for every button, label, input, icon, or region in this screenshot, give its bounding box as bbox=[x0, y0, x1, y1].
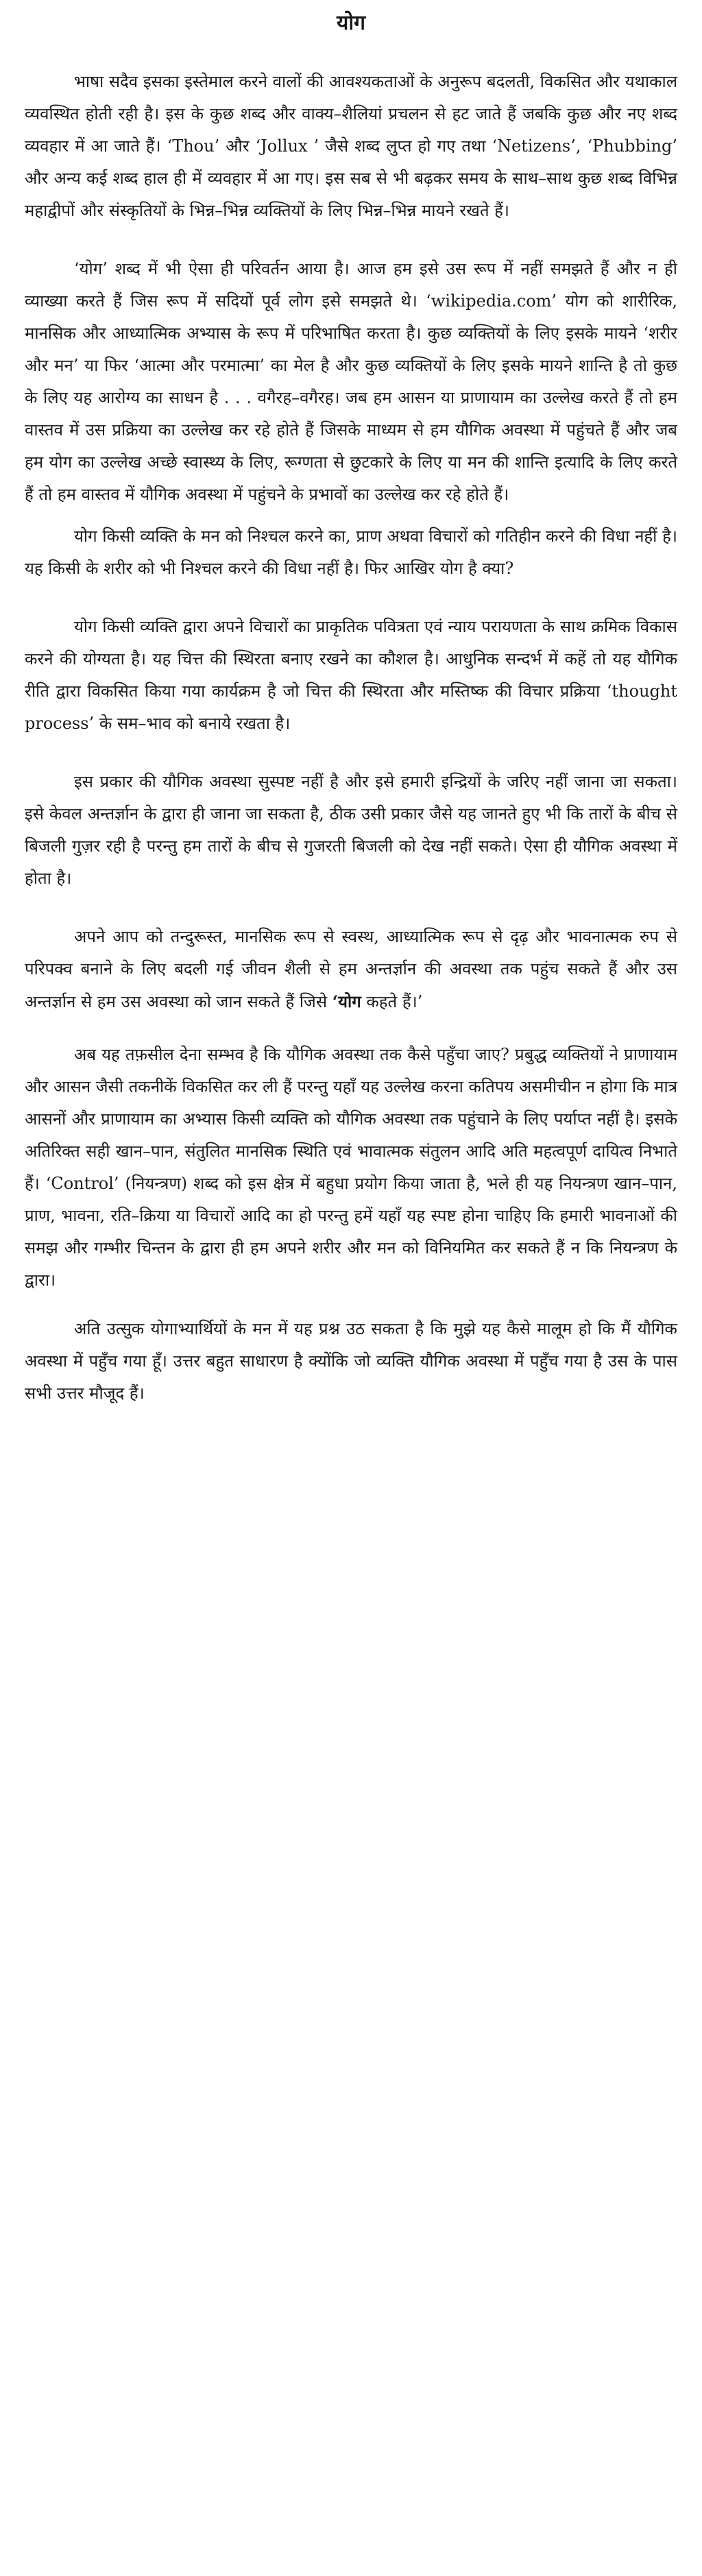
paragraph-how-to-reach: अब यह तफ़सील देना सम्भव है कि यौगिक अवस्था तक कैसे पहुँचा जाए? प्रबुद्ध व्यक्तियों ने प्राणायाम और आसन जैसी तकनीकें विकसित कर ली हैं परन्तु यहाँ यह उल्लेख करना कतिपय असमीचीन न होगा कि मात्र आसनों और प्राणायाम का अभ्यास किसी व्यक्ति को यौगिक अवस्था तक पहुंचाने के लिए पर्याप्त नहीं है। इसके अतिरिक्त सही खान–पान, संतुलित मानसिक स्थिति एवं भावात्मक संतुलन आदि अति महत्वपूर्ण दायित्व निभाते हैं। ‘Control’ (नियन्त्रण) शब्द को इस क्षेत्र में बहुधा प्रयोग किया जाता है, भले ही यह नियन्त्रण खान–पान, प्राण, भावना, रति–क्रिया या विचारों आदि का हो परन्तु हमें यहाँ यह स्पष्ट होना चाहिए कि हमारी भावनाओं की समझ और गम्भीर चिन्तन के द्वारा ही हम अपने शरीर और मन को विनियमित कर सकते हैं न कि नियन्त्रण के द्वारा। bbox=[25, 1045, 677, 1290]
paragraph-lifestyle bbox=[25, 921, 677, 1018]
paragraph-lifestyle-text: अपने आप को तन्दुरूस्त, मानसिक रूप से स्वस्थ, आध्यात्मिक रूप से दृढ़ और भावनात्मक रुप से परिपक्व बनाने के लिए बदली गई जीवन शैली से हम अन्तर्ज्ञान की अवस्था तक पहुंच सकते हैं और उस अन्तर्ज्ञान से हम उस अवस्था को जान सकते हैं जिसे bbox=[25, 927, 677, 1011]
paragraph-yoga-meaning: ‘योग’ शब्द में भी ऐसा ही परिवर्तन आया है। आज हम इसे उस रूप में नहीं समझते हैं और न ही व्याख्या करते हैं जिस रूप में सदियों पूर्व लोग इसे समझते थे। ‘wikipedia.com’ योग को शारीरिक, मानसिक और आध्यात्मिक अभ्यास के रूप में परिभाषित करता है। कुछ व्यक्तियों के लिए इसके मायने ‘शरीर और मन’ या फिर ‘आत्मा और परमात्मा’ का मेल है और कुछ व्यक्तियों के लिए इसके मायने शान्ति है तो कुछ के लिए यह आरोग्य का साधन है . . . वगैरह–वगैरह। जब हम आसन या प्राणायाम का उल्लेख करते हैं तो हम वास्तव में उस प्रक्रिया का उल्लेख कर रहे होते हैं जिसके माध्यम से हम यौगिक अवस्था में पहुंचते हैं और जब हम योग का उल्लेख अच्छे स्वास्थ्य के लिए, रूग्णता से छुटकारे के लिए या मन की शान्ति इत्यादि के लिए करते हैं तो हम वास्तव में यौगिक अवस्था में पहुंचने के प्रभावों का उल्लेख कर रहे होते हैं। bbox=[25, 259, 677, 504]
paragraph-final-question: अति उत्सुक योगाभ्यार्थियों के मन में यह प्रश्न उठ सकता है कि मुझे यह कैसे मालूम हो कि मैं यौगिक अवस्था में पहुँच गया हूँ। उत्तर बहुत साधारण है क्योंकि जो व्यक्ति यौगिक अवस्था में पहुँच गया है उस के पास सभी उत्तर मौजूद हैं। bbox=[25, 1319, 677, 1403]
yoga-term-bold: ‘योग bbox=[332, 991, 361, 1011]
document-title: योग bbox=[336, 11, 366, 35]
paragraph-what-is-yoga-question: योग किसी व्यक्ति के मन को निश्चल करने का, प्राण अथवा विचारों को गतिहीन करने की विधा नहीं है। यह किसी के शरीर को भी निश्चल करने की विधा नहीं है। फिर आखिर योग है क्या? bbox=[25, 527, 677, 578]
paragraph-yoga-definition: योग किसी व्यक्ति द्वारा अपने विचारों का प्राकृतिक पवित्रता एवं न्याय परायणता के साथ क्रमिक विकास करने की योग्यता है। यह चित्त की स्थिरता बनाए रखने का कौशल है। आधुनिक सन्दर्भ में कहें तो यह यौगिक रीति द्वारा विकसित किया गया कार्यक्रम है जो चित्त की स्थिरता और मस्तिष्क की विचार प्रक्रिया ‘thought process’ के सम–भाव को बनाये रखता है। bbox=[25, 617, 677, 733]
paragraph-intuition: इस प्रकार की यौगिक अवस्था सुस्पष्ट नहीं है और इसे हमारी इन्द्रियों के जरिए नहीं जाना जा सकता। इसे केवल अन्तर्ज्ञान के द्वारा ही जाना जा सकता है, ठीक उसी प्रकार जैसे यह जानते हुए भी कि तारों के बीच से बिजली गुज़र रही है परन्तु हम तारों के बीच से गुजरती बिजली को देख नहीं सकते। ऐसा ही यौगिक अवस्था में होता है। bbox=[25, 772, 677, 888]
paragraph-language-evolution: भाषा सदैव इसका इस्तेमाल करने वालों की आवश्यकताओं के अनुरूप बदलती, विकसित और यथाकाल व्यवस्थित होती रही है। इस के कुछ शब्द और वाक्य–शैलियां प्रचलन से हट जाते हैं जबकि कुछ और नए शब्द व्यवहार में आ जाते हैं। ‘Thou’ और ‘Jollux ’ जैसे शब्द लुप्त हो गए तथा ‘Netizens’, ‘Phubbing’ और अन्य कई शब्द हाल ही में व्यवहार में आ गए। इस सब से भी बढ़कर समय के साथ–साथ कुछ शब्द विभिन्न महाद्वीपों और संस्कृतियों के भिन्न–भिन्न व्यक्तियों के लिए भिन्न–भिन्न मायने रखते हैं। bbox=[25, 72, 677, 220]
paragraph-lifestyle-end: कहते हैं।’ bbox=[361, 992, 423, 1011]
